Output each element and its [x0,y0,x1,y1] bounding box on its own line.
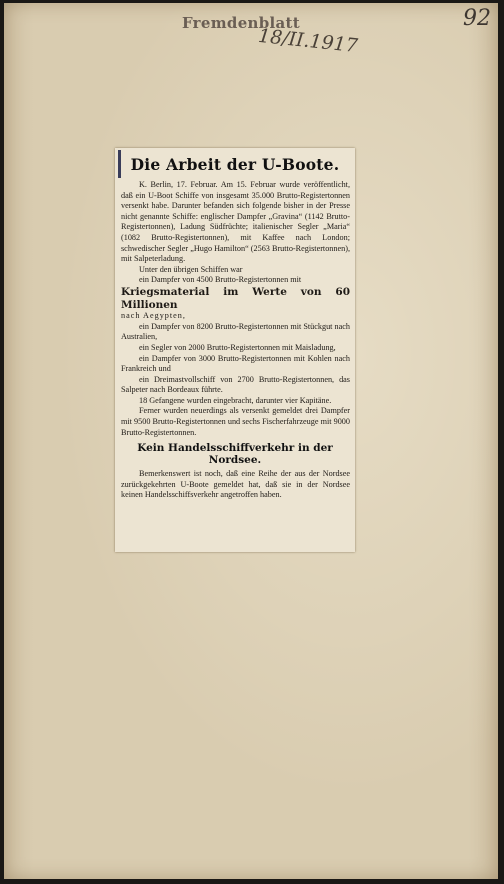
paragraph: Bemerkenswert ist noch, daß eine Reihe der aus der Nordsee zurückgekehrten U-Boote gemeldet hat, daß sie in der Nordsee keinen Handelsschiffsverkehr angetroffen haben. [121,469,350,500]
handwritten-date: 18/II.1917 [257,24,359,58]
clipping-blue-mark [118,150,121,178]
paragraph [121,275,350,321]
paragraph: K. Berlin, 17. Februar. Am 15. Februar wurde veröffentlicht, daß ein U-Boot Schiffe von insgesamt 35.000 Brutto-Registertonnen versenkt habe. Darunter befanden sich folgende bisher in der Presse nicht genannte Schiffe: englischer Dampfer „Gravina“ (1142 Brutto-Registertonnen), Ladung Südfrüchte; italienischer Segler „Maria“ (1082 Brutto-Registertonnen), mit Kaffee nach London; schwedischer Segler „Hugo Hamilton“ (2563 Brutto-Registertonnen), mit Salpeterladung. [121,180,350,264]
newspaper-clipping [115,148,355,552]
clipping-subheading: Kein Handelsschiffverkehr in der Nordsee. [137,442,333,467]
paragraph: ein Dampfer von 3000 Brutto-Registertonnen mit Kohlen nach Frankreich und [121,353,350,374]
paragraph: Unter den übrigen Schiffen war [139,264,243,274]
paragraph: ein Segler von 2000 Brutto-Registertonnen mit Maisladung, [139,342,336,352]
paragraph: 18 Gefangene wurden eingebracht, darunter vier Kapitäne. [139,395,332,405]
clipping-headline: Die Arbeit der U-Boote. [130,155,340,174]
clipping-body-2 [115,469,355,501]
highlight-text: Kriegsmaterial im Werte von 60 Millionen [121,285,350,311]
newspaper-stamp: Fremdenblatt [182,14,301,32]
paragraph: ein Dampfer von 8200 Brutto-Registertonnen mit Stückgut nach Australien, [121,321,350,342]
paragraph: Ferner wurden neuerdings als versenkt gemeldet drei Dampfer mit 9500 Brutto-Registertonnen und sechs Fischerfahrzeuge mit 9000 Brutto-Registertonnen. [121,406,350,437]
paragraph-text: nach Aegypten, [121,311,186,321]
paragraph: ein Dreimastvollschiff von 2700 Brutto-Registertonnen, das Salpeter nach Bordeaux führte. [121,374,350,395]
page-number: 92 [463,6,491,31]
paragraph-text: ein Dampfer von 4500 Brutto-Registertonnen mit [139,275,302,285]
clipping-body [115,180,355,438]
